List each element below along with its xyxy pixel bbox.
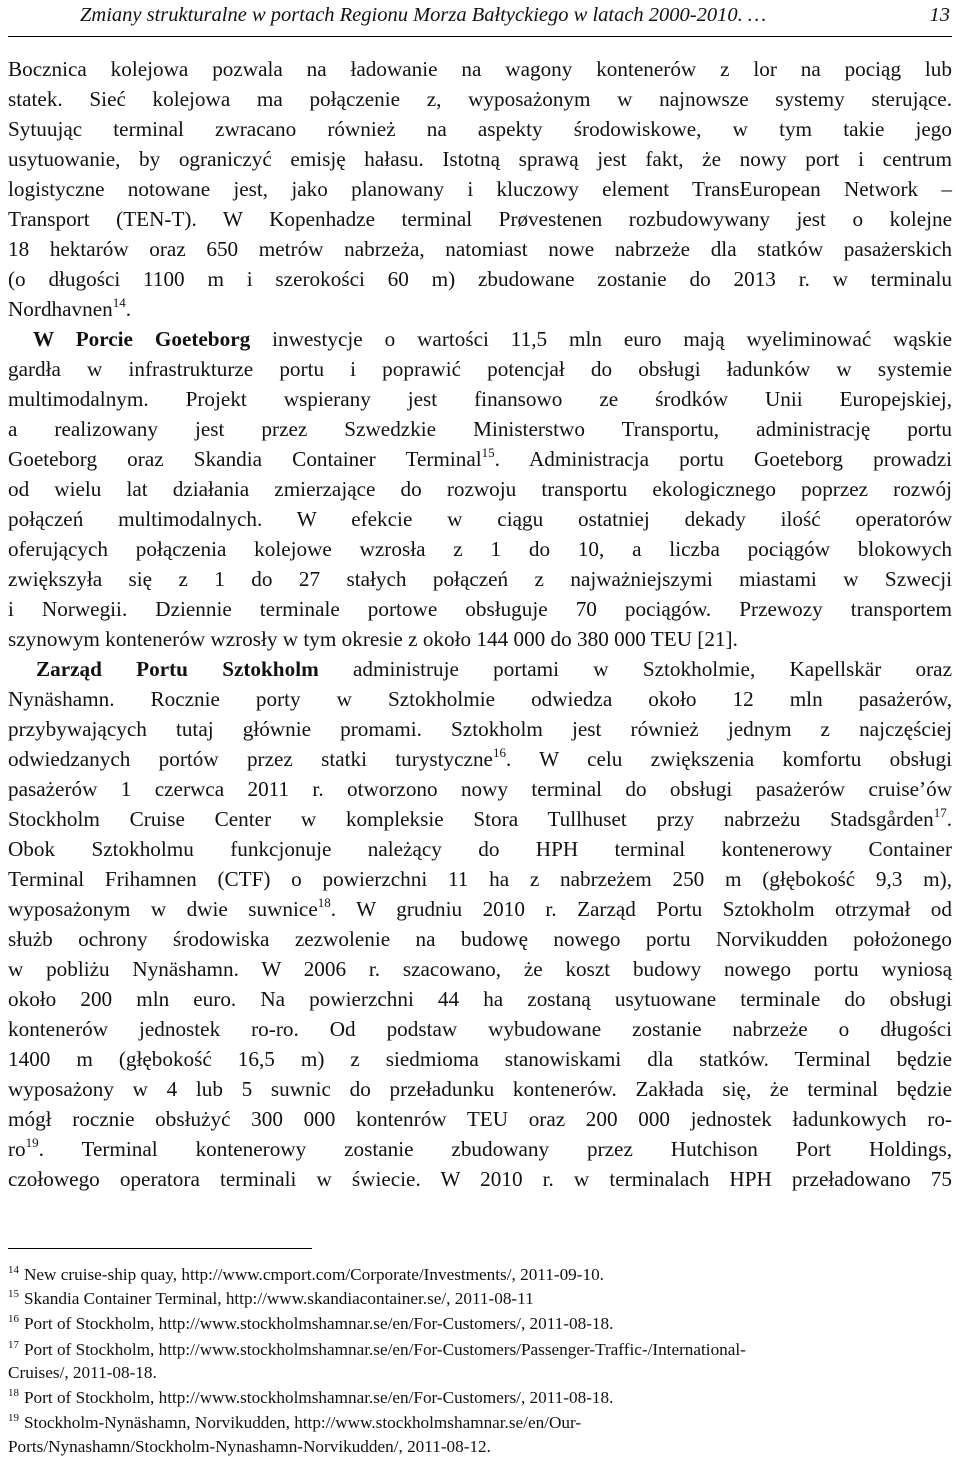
text-line: od wielu lat działania zmierzające do rozwoju transportu ekologicznego poprzez rozwój [8, 477, 952, 501]
text-line: oferujących połączenia kolejowe wzrosła z 1 do 10, a liczba pociągów blokowych [8, 537, 952, 561]
text-run: ro [8, 1137, 26, 1161]
text-line: Transport (TEN-T). W Kopenhadze terminal Prøvestenen rozbudowywany jest o kolejne [8, 207, 952, 231]
text-run: administruje portami w Sztokholmie, Kapellskär oraz [318, 657, 952, 681]
text-run: . W grudniu 2010 r. Zarząd Portu Sztokholm otrzymał od [330, 897, 952, 921]
text-line: przybywających tutaj głównie promami. Sztokholm jest również jednym z najczęściej [8, 717, 952, 741]
section-heading-stockholm: Zarząd Portu Sztokholm [36, 657, 319, 681]
footnote-16 [8, 1313, 952, 1335]
footnote-text: Port of Stockholm, http://www.stockholmshamnar.se/en/For-Customers/, 2011-08-18. [24, 1314, 614, 1333]
footnote-ref-15: 15 [481, 445, 495, 460]
text-line [8, 1134, 952, 1164]
text-line: służb ochrony środowiska zezwolenie na budowę nowego portu Norvikudden położonego [8, 927, 952, 951]
footnote-text: Skandia Container Terminal, http://www.skandiacontainer.se/, 2011-08-11 [24, 1289, 534, 1308]
footnote-19-continued: Ports/Nynashamn/Stockholm-Nynashamn-Norvikudden/, 2011-08-12. [8, 1437, 491, 1456]
footnote-text: Stockholm-Nynäshamn, Norvikudden, http://www.stockholmshamnar.se/en/Our- [24, 1413, 582, 1432]
footnote-17 [8, 1339, 952, 1361]
text-line: (o długości 1100 m i szerokości 60 m) zbudowane zostanie do 2013 r. w terminalu [8, 267, 952, 291]
footnote-ref-16: 16 [492, 745, 506, 760]
text-line: kontenerów jednostek ro-ro. Od podstaw wybudowane zostanie nabrzeże o długości [8, 1017, 952, 1041]
text-run: inwestycje o wartości 11,5 mln euro mają wyeliminować wąskie [250, 327, 952, 351]
text-line [8, 324, 952, 354]
footnote-text: Port of Stockholm, http://www.stockholmshamnar.se/en/For-Customers/Passenger-Traffic-/International- [24, 1340, 746, 1359]
footnote-text: New cruise-ship quay, http://www.cmport.com/Corporate/Investments/, 2011-09-10. [24, 1265, 604, 1284]
footnote-15 [8, 1288, 952, 1310]
text-line: około 200 mln euro. Na powierzchni 44 ha zostaną usytuowane terminale do obsługi [8, 987, 952, 1011]
footnote-separator [8, 1248, 312, 1249]
text-line [8, 744, 952, 774]
text-line: w pobliżu Nynäshamn. W 2006 r. szacowano, że koszt budowy nowego portu wyniosą [8, 957, 952, 981]
text-run: wyposażonym w dwie suwnice [8, 897, 318, 921]
footnote-14 [8, 1264, 952, 1286]
text-run: . [946, 807, 952, 831]
text-line: pasażerów 1 czerwca 2011 r. otworzono nowy terminal do obsługi pasażerów cruise’ów [8, 777, 952, 801]
text-line: zwiększyła się z 1 do 27 stałych połączeń z najważniejszymi miastami w Szwecji [8, 567, 952, 591]
text-line: i Norwegii. Dziennie terminale portowe obsługuje 70 pociągów. Przewozy transportem [8, 597, 952, 621]
footnote-ref-19: 19 [25, 1135, 39, 1150]
footnote-ref-14: 14 [112, 295, 126, 310]
footnote-18 [8, 1387, 952, 1409]
footnote-ref-17: 17 [933, 805, 947, 820]
page-number: 13 [929, 4, 950, 26]
text-line: Nynäshamn. Rocznie porty w Sztokholmie odwiedza około 12 mln pasażerów, [8, 687, 952, 711]
text-line: logistyczne notowane jest, jako planowany i kluczowy element TransEuropean Network – [8, 177, 952, 201]
text-line [8, 654, 952, 684]
text-run: odwiedzanych portów przez statki turystyczne [8, 747, 493, 771]
text-line [8, 804, 952, 834]
section-heading-goeteborg: W Porcie Goeteborg [33, 327, 251, 351]
text-line: Bocznica kolejowa pozwala na ładowanie na wagony kontenerów z lor na pociąg lub [8, 57, 952, 81]
text-line: 18 hektarów oraz 650 metrów nabrzeża, natomiast nowe nabrzeże dla statków pasażerskich [8, 237, 952, 261]
text-run: Stockholm Cruise Center w kompleksie Stora Tullhuset przy nabrzeżu Stadsgården [8, 807, 934, 831]
text-line: Terminal Frihamnen (CTF) o powierzchni 11 ha z nabrzeżem 250 m (głębokość 9,3 m), [8, 867, 952, 891]
text-line [8, 444, 952, 474]
text-line: czołowego operatora terminali w świecie. W 2010 r. w terminalach HPH przeładowano 75 [8, 1167, 952, 1191]
text-line: szynowym kontenerów wzrosły w tym okresie z około 144 000 do 380 000 TEU [21]. [8, 627, 738, 651]
text-line: 1400 m (głębokość 16,5 m) z siedmioma stanowiskami dla statków. Terminal będzie [8, 1047, 952, 1071]
text-run: Nordhavnen [8, 297, 113, 321]
footnote-number: 17 [8, 1339, 19, 1351]
text-line: mógł rocznie obsłużyć 300 000 kontenrów TEU oraz 200 000 jednostek ładunkowych ro- [8, 1107, 952, 1131]
running-header [8, 2, 952, 37]
footnote-ref-18: 18 [317, 895, 331, 910]
text-run: . W celu zwiększenia komfortu obsługi [505, 747, 952, 771]
footnote-number: 16 [8, 1313, 19, 1325]
footnote-number: 14 [8, 1264, 19, 1276]
text-line: gardła w infrastrukturze portu i poprawić potencjał do obsługi ładunków w systemie [8, 357, 952, 381]
footnote-number: 19 [8, 1412, 19, 1424]
footnote-number: 15 [8, 1288, 19, 1300]
footnote-17-continued: Cruises/, 2011-08-18. [8, 1363, 157, 1382]
footnote-text: Port of Stockholm, http://www.stockholmshamnar.se/en/For-Customers/, 2011-08-18. [24, 1388, 614, 1407]
text-line: multimodalnym. Projekt wspierany jest finansowo ze środków Unii Europejskiej, [8, 387, 952, 411]
text-line [8, 894, 952, 924]
text-line: wyposażony w 4 lub 5 suwnic do przeładunku kontenerów. Zakłada się, że terminal będzie [8, 1077, 952, 1101]
text-run: Goeteborg oraz Skandia Container Terminal [8, 447, 482, 471]
text-line: usytuowanie, by ograniczyć emisję hałasu. Istotną sprawą jest fakt, że nowy port i centrum [8, 147, 952, 171]
text-line [8, 294, 952, 324]
text-run: . Terminal kontenerowy zostanie zbudowany przez Hutchison Port Holdings, [38, 1137, 952, 1161]
text-run: . Administracja portu Goeteborg prowadzi [494, 447, 952, 471]
text-run: . [125, 297, 132, 321]
footnote-number: 18 [8, 1387, 19, 1399]
text-line: statek. Sieć kolejowa ma połączenie z, wyposażonym w najnowsze systemy sterujące. [8, 87, 952, 111]
text-line: a realizowany jest przez Szwedzkie Ministerstwo Transportu, administrację portu [8, 417, 952, 441]
text-line: połączeń multimodalnych. W efekcie w ciągu ostatniej dekady ilość operatorów [8, 507, 952, 531]
text-line: Sytuując terminal zwracano również na aspekty środowiskowe, w tym takie jego [8, 117, 952, 141]
text-line: Obok Sztokholmu funkcjonuje należący do HPH terminal kontenerowy Container [8, 837, 952, 861]
header-title: Zmiany strukturalne w portach Regionu Morza Bałtyckiego w latach 2000-2010. … [80, 4, 767, 26]
footnote-19 [8, 1412, 952, 1434]
